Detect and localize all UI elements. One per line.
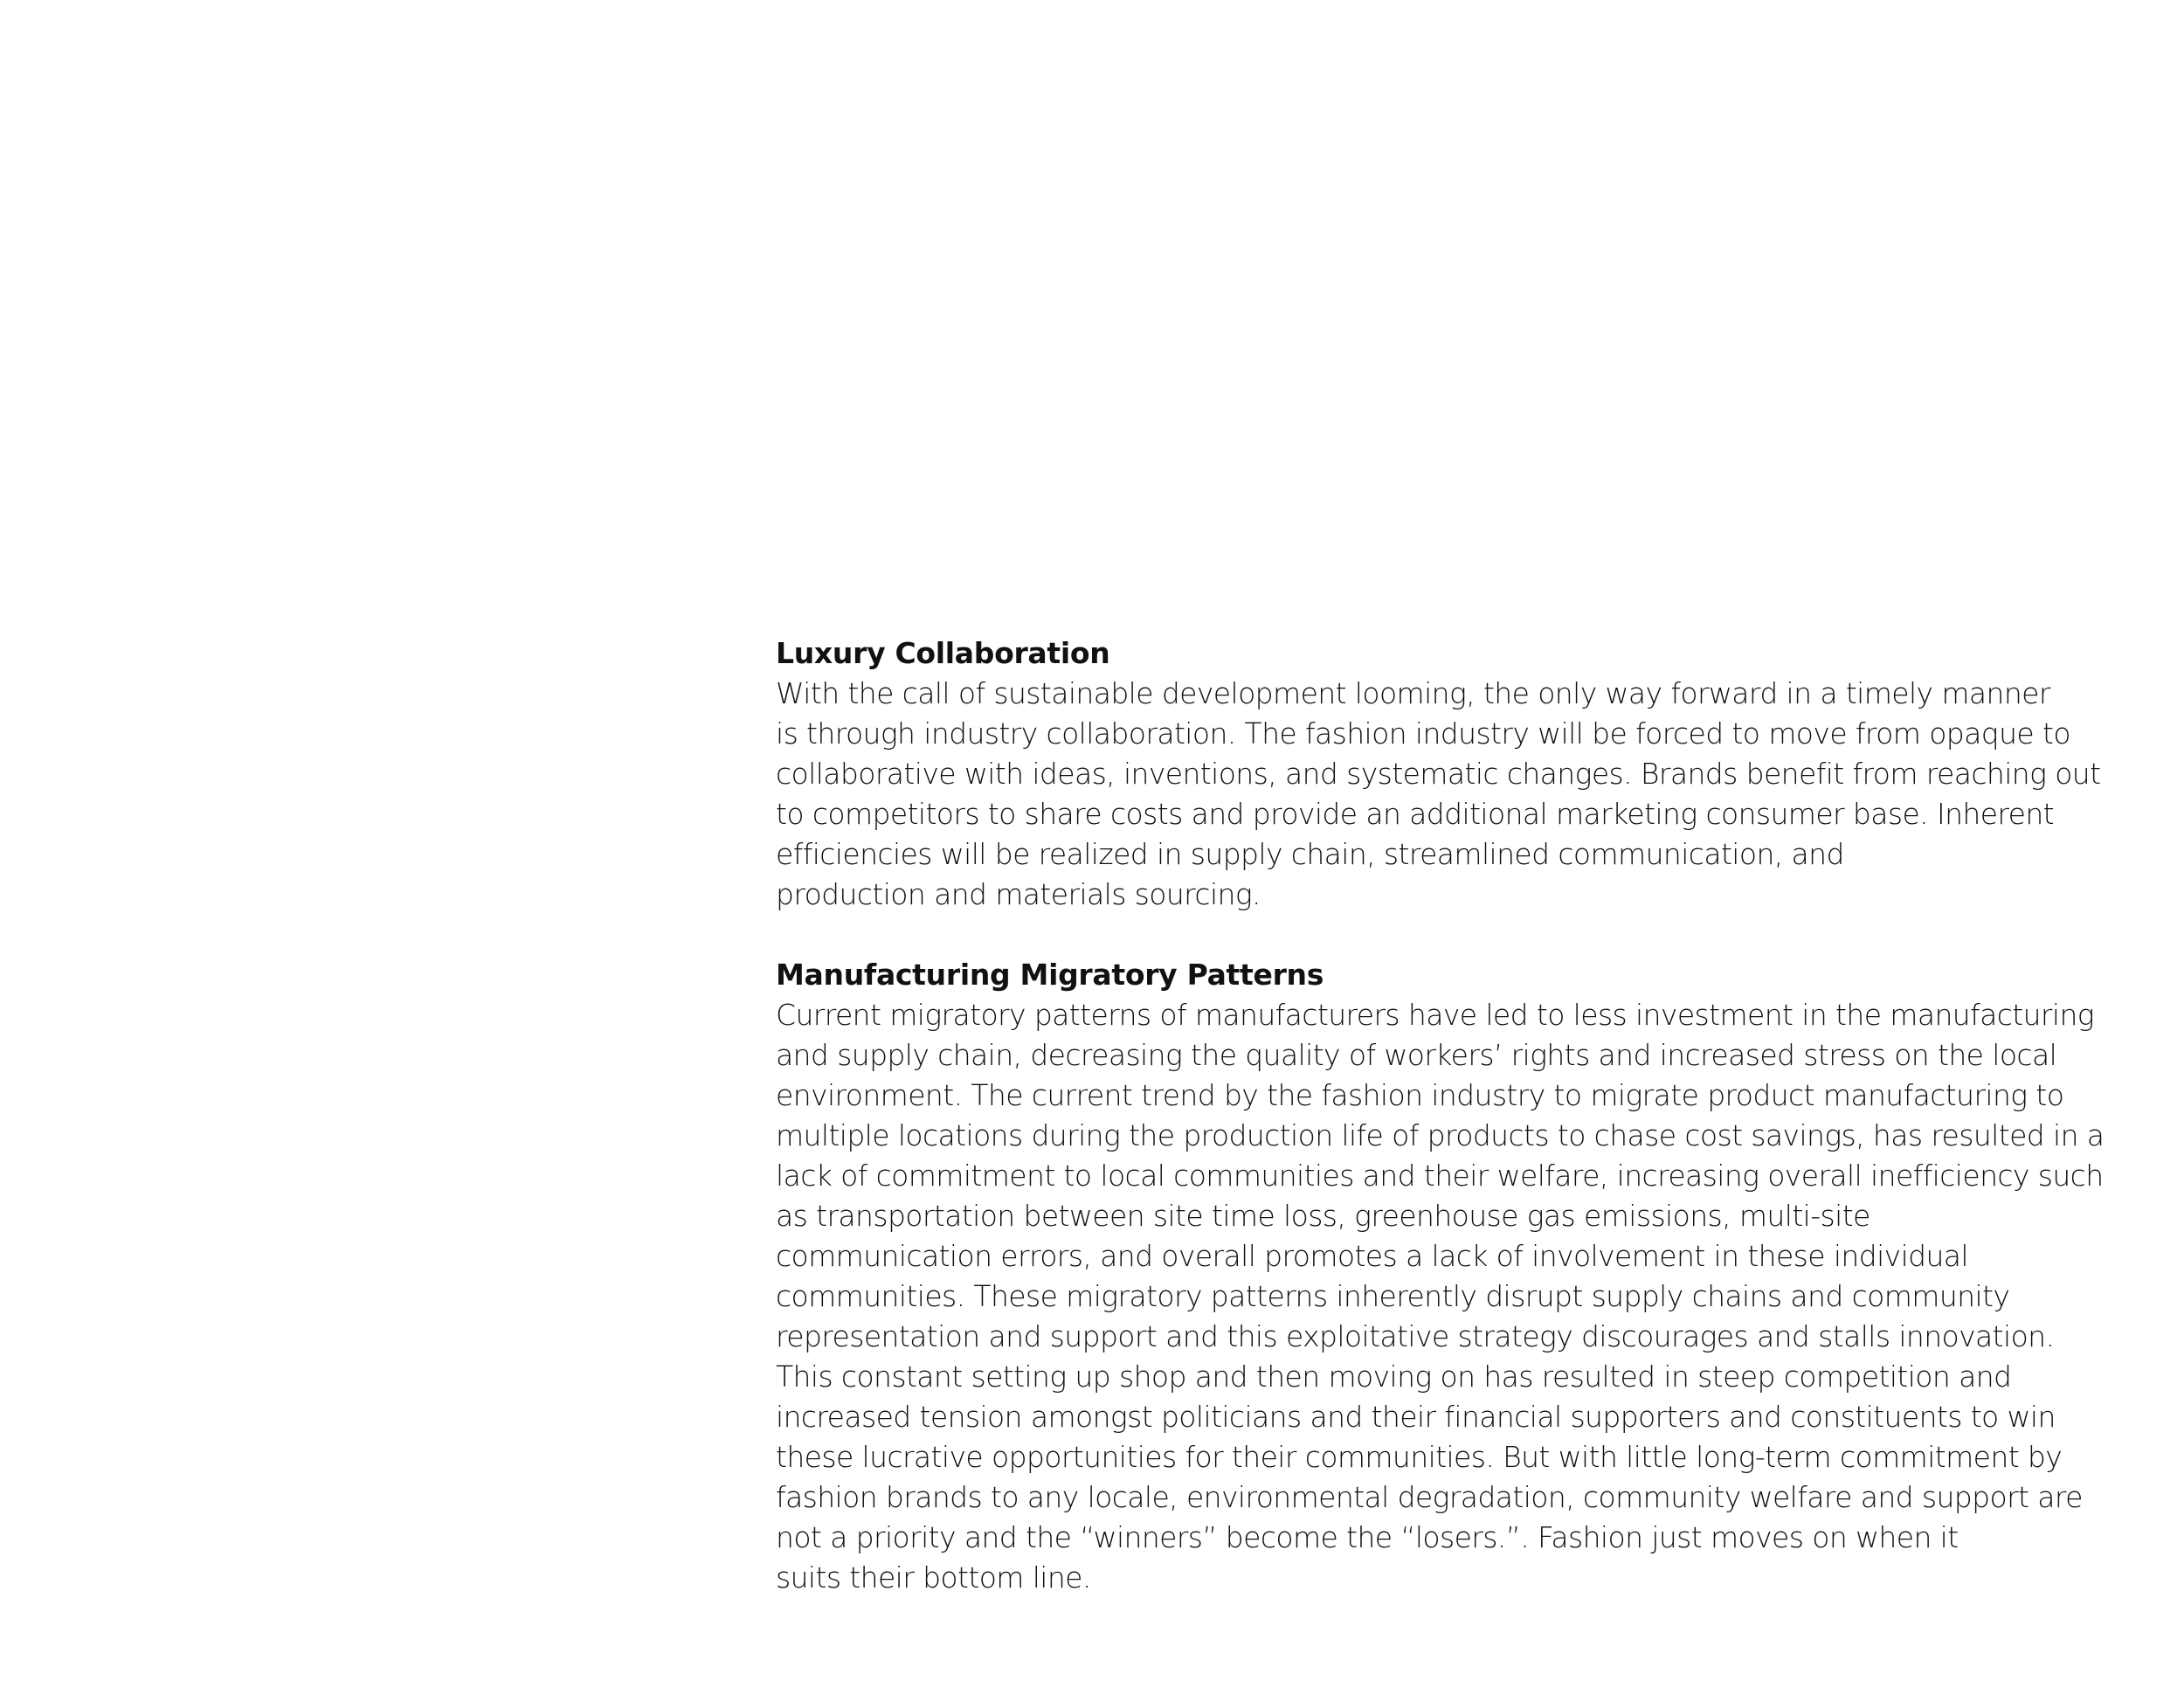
paragraph-line: these lucrative opportunities for their communities. But with little long-term commitment by: [776, 1440, 2063, 1474]
paragraph-line: Current migratory patterns of manufacturers have led to less investment in the manufacturing: [776, 998, 2094, 1032]
paragraph-line: With the call of sustainable development looming, the only way forward in a timely manner: [776, 676, 2050, 710]
text-body: [776, 633, 2104, 1598]
paragraph-line: collaborative with ideas, inventions, and systematic changes. Brands benefit from reaching out: [776, 757, 2101, 791]
paragraph-line: production and materials sourcing.: [776, 877, 1261, 911]
paragraph-line: environment. The current trend by the fashion industry to migrate product manufacturing to: [776, 1078, 2064, 1112]
paragraph-line: communication errors, and overall promotes a lack of involvement in these individual: [776, 1239, 1968, 1273]
section-luxury-collaboration: [776, 633, 2104, 915]
paragraph-line: not a priority and the “winners” become the “losers.”. Fashion just moves on when it: [776, 1520, 1959, 1554]
paragraph-line: This constant setting up shop and then moving on has resulted in steep competition and: [776, 1359, 2012, 1394]
paragraph-line: and supply chain, decreasing the quality of workers’ rights and increased stress on the local: [776, 1038, 2057, 1072]
paragraph-line: increased tension amongst politicians and their financial supporters and constituents to win: [776, 1400, 2056, 1434]
paragraph-line: multiple locations during the production life of products to chase cost savings, has resulted in a: [776, 1118, 2105, 1152]
paragraph-line: is through industry collaboration. The fashion industry will be forced to move from opaque to: [776, 716, 2070, 751]
paragraph-line: to competitors to share costs and provide an additional marketing consumer base. Inherent: [776, 797, 2055, 831]
paragraph-line: efficiencies will be realized in supply chain, streamlined communication, and: [776, 837, 1844, 871]
section-heading: Manufacturing Migratory Patterns: [776, 958, 1324, 992]
paragraph-line: suits their bottom line.: [776, 1560, 1091, 1595]
paragraph-line: lack of commitment to local communities and their welfare, increasing overall inefficiency such: [776, 1159, 2104, 1193]
section-manufacturing-migratory-patterns: [776, 955, 2104, 1598]
paragraph-line: communities. These migratory patterns inherently disrupt supply chains and community: [776, 1279, 2010, 1313]
paragraph-line: representation and support and this exploitative strategy discourages and stalls innovation.: [776, 1319, 2055, 1353]
paragraph-line: fashion brands to any locale, environmental degradation, community welfare and support are: [776, 1480, 2083, 1514]
section-heading: Luxury Collaboration: [776, 636, 1110, 670]
paragraph-line: as transportation between site time loss, greenhouse gas emissions, multi-site: [776, 1199, 1870, 1233]
